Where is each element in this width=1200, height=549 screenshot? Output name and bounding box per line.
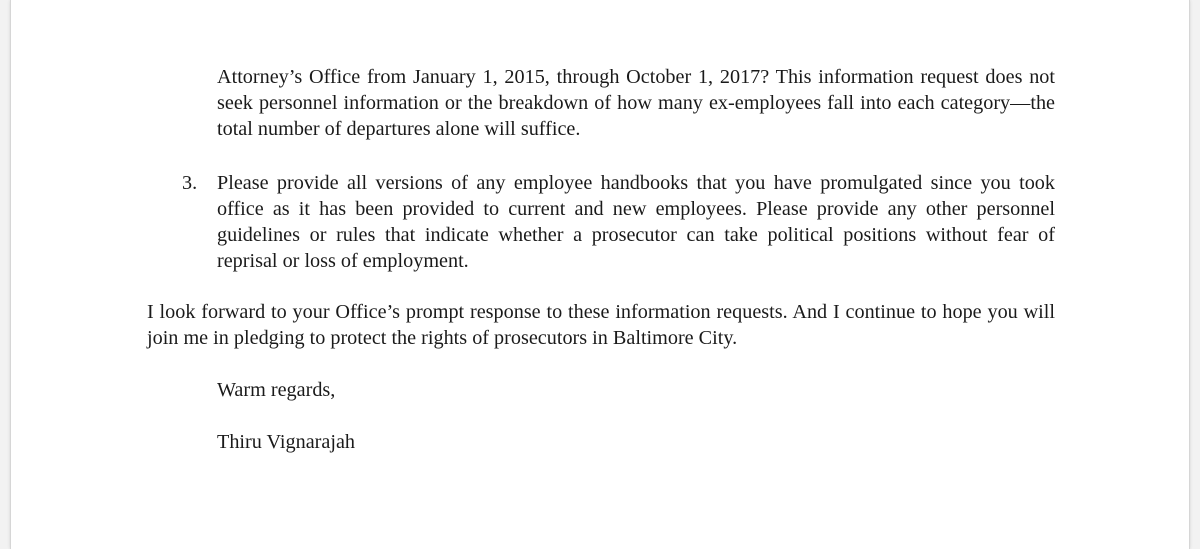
signature-name: Thiru Vignarajah bbox=[217, 431, 355, 453]
salutation: Warm regards, bbox=[217, 379, 336, 401]
item-text: Please provide all versions of any employee handbooks that you have promulgated since you took office as it has been provided to current and new employees. Please provide any other personnel guidelines or rules that indicate whether a prosecutor can take political positions without fear of reprisal or loss of employment. bbox=[217, 172, 1055, 272]
item-number: 3. bbox=[182, 172, 198, 194]
document-page bbox=[10, 0, 1190, 549]
continued-paragraph: Attorney’s Office from January 1, 2015, through October 1, 2017? This information request does not seek personnel information or the breakdown of how many ex-employees fall into each category—the total number of departures alone will suffice. bbox=[217, 66, 1055, 140]
closing-paragraph: I look forward to your Office’s prompt response to these information requests. And I continue to hope you will join me in pledging to protect the rights of prosecutors in Baltimore City. bbox=[147, 301, 1055, 349]
